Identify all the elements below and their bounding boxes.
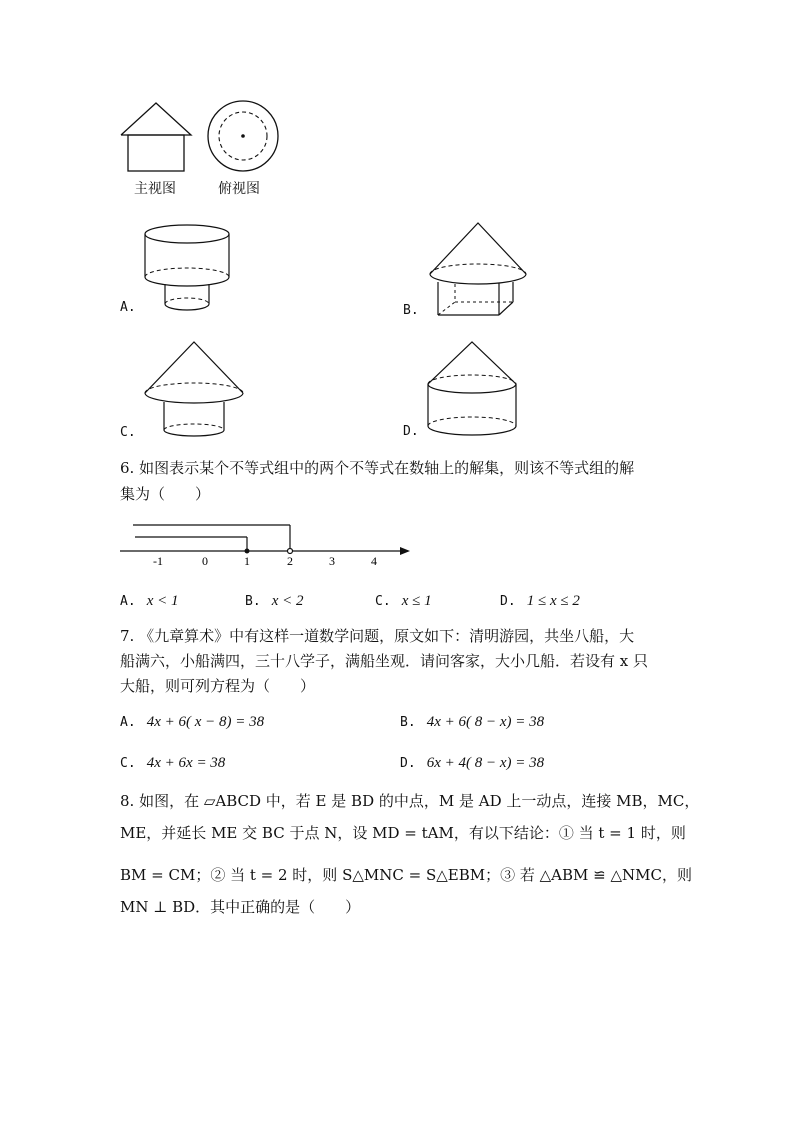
q7-option-d[interactable] — [400, 752, 544, 772]
q7-option-b-label: B. — [400, 715, 416, 730]
q6-stem-line2: 集为（ ） — [120, 485, 211, 503]
q6-option-c-label: C. — [375, 594, 391, 609]
q6-option-b-label: B. — [245, 594, 261, 609]
q8-stem-line3: BM = CM；② 当 t = 2 时，则 S△MNC = S△EBM；③ 若 △ABM ≌ △NMC，则 — [120, 866, 692, 884]
q5-option-c-label: C. — [120, 425, 136, 440]
q6-option-c[interactable] — [375, 590, 432, 610]
q7-stem-line3: 大船，则可列方程为（ ） — [120, 677, 316, 695]
q6-tick-label: 2 — [287, 554, 293, 568]
q7-option-b-expr: 4x + 6( 8 − x) = 38 — [426, 714, 545, 730]
front-view-figure — [118, 100, 198, 175]
q6-tick-label: 0 — [202, 554, 208, 568]
q7-option-d-expr: 6x + 4( 8 − x) = 38 — [426, 755, 545, 771]
top-view-center-dot — [241, 134, 245, 138]
q6-option-d-expr: 1 ≤ x ≤ 2 — [526, 593, 580, 609]
q7-option-d-label: D. — [400, 756, 416, 771]
q7-option-c-label: C. — [120, 756, 136, 771]
q6-option-b[interactable] — [245, 590, 304, 610]
q7-option-b[interactable] — [400, 711, 544, 731]
top-view-figure — [205, 100, 285, 175]
q7-option-a[interactable] — [120, 711, 264, 731]
q8-stem-line4: MN ⊥ BD．其中正确的是（ ） — [120, 898, 361, 916]
q6-point-1 — [245, 549, 250, 554]
q6-option-b-expr: x < 2 — [271, 593, 304, 609]
q6-stem-line1: 6. 如图表示某个不等式组中的两个不等式在数轴上的解集，则该不等式组的解 — [120, 459, 635, 477]
q5-option-c-figure — [142, 340, 252, 440]
q7-option-c-expr: 4x + 6x = 38 — [146, 755, 226, 771]
q5-option-a-figure — [140, 222, 240, 317]
q6-point-2 — [288, 549, 293, 554]
front-view-caption: 主视图 — [134, 181, 176, 197]
q7-stem-line1: 7. 《九章算术》中有这样一道数学问题，原文如下：清明游园，共坐八船，大 — [120, 627, 635, 645]
top-view-caption: 俯视图 — [218, 181, 260, 197]
q5-option-a-label: A. — [120, 300, 136, 315]
q8-stem-line2: ME，并延长 ME 交 BC 于点 N，设 MD = tAM，有以下结论：① 当 t = 1 时，则 — [120, 824, 686, 842]
q6-option-c-expr: x ≤ 1 — [401, 593, 432, 609]
q6-option-d[interactable] — [500, 590, 580, 610]
q6-option-a-label: A. — [120, 594, 136, 609]
q6-option-a[interactable] — [120, 590, 179, 610]
q8-stem-line1: 8. 如图，在 ▱ABCD 中，若 E 是 BD 的中点，M 是 AD 上一动点，连接 MB，MC， — [120, 792, 700, 810]
q5-option-b-figure — [425, 220, 535, 320]
q7-option-a-expr: 4x + 6( x − 8) = 38 — [146, 714, 265, 730]
q6-tick-label: 3 — [329, 554, 335, 568]
q5-option-d-label: D. — [403, 424, 419, 439]
q6-option-d-label: D. — [500, 594, 516, 609]
q6-option-a-expr: x < 1 — [146, 593, 179, 609]
q6-axis-arrow — [400, 547, 410, 555]
q6-tick-label: -1 — [153, 554, 163, 568]
q7-option-a-label: A. — [120, 715, 136, 730]
q6-number-line — [118, 520, 418, 570]
q7-stem-line2: 船满六，小船满四，三十八学子，满船坐观．请问客家，大小几船．若设有 x 只 — [120, 652, 648, 670]
q7-option-c[interactable] — [120, 752, 225, 772]
q5-option-b-label: B. — [403, 303, 419, 318]
front-view-body — [128, 135, 184, 171]
q6-tick-label: 4 — [371, 554, 377, 568]
front-view-roof — [121, 103, 191, 135]
q5-option-d-figure — [425, 340, 525, 440]
q6-tick-label: 1 — [244, 554, 250, 568]
